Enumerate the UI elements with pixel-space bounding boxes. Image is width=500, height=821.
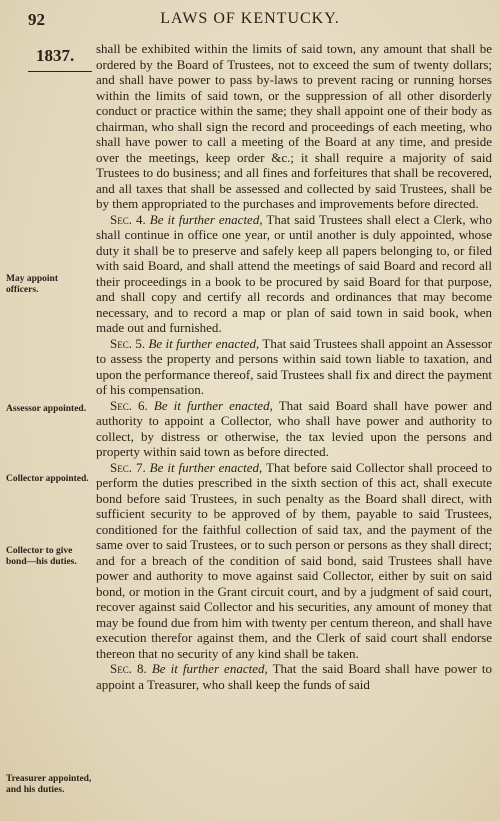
section-6 [96,398,492,460]
sidenote-collector-bond: Collector to give bond—his duties. [6,546,77,567]
section-4 [96,212,492,336]
section-number: Sec. 8. [110,661,147,676]
paragraph-text: That said Trustees shall elect a Clerk, who shall continue in office one year, or until another is duly appointed, whose duty it shall be to preserve and safely keep all papers belonging to, or filed with said Board, and shall attend the meetings of said Board and record all their proceedings in a book to be procured by said Board for that purpose, and shall copy and certify all records and ordinances that may become necessary, and to record a map or plan of said town in said book, when made out and furnished. [96,211,493,335]
enacting-clause: Be it further enacted, [153,397,273,413]
running-head: LAWS OF KENTUCKY. [160,10,340,27]
year-rule [28,71,92,72]
sidenote-treasurer-appointed: Treasurer appointed, and his duties. [6,774,92,795]
section-number: Sec. 5. [110,335,146,351]
paragraph-text: shall be exhibited within the limits of said town, any amount that shall be ordered by the Board of Trustees, not to exceed the sum of twenty dollars; and shall have power to pass by-laws to prevent racing or running horses within the limits of said town, or the suppression of all other disorderly conduct or practice within the same; they shall appoint one of their body as chairman, who shall sign the record and proceedings of each meeting, who shall have power to call a meeting of the Board at any time, and preside over the meetings, keep order &c.; it shall require a majority of said Trustees to do business; and all fines and forfeitures that shall be recovered, and all taxes that shall be assessed and collected by said Trustees, shall be by them appropriated to the purchases and improvements before directed. [96,41,492,211]
section-5 [96,336,492,398]
section-7 [96,460,492,662]
sidenote-may-appoint-officers: May appoint officers. [6,274,58,295]
enacting-clause: Be it further enacted, [149,459,263,475]
paragraph-text: That said Trustees shall appoint an Assessor to assess the property and persons within said town liable to taxation, and upon the performance thereof, said Trustees shall fix and direct the payment of his compensation. [96,335,493,397]
enacting-clause: Be it further enacted, [148,335,260,351]
page-header [0,10,500,32]
paragraph-text: That the said Board shall have power to appoint a Treasurer, who shall keep the funds of said [96,661,493,692]
section-number: Sec. 6. [110,397,148,413]
page-number: 92 [28,10,45,29]
body-text [96,41,492,692]
section-8 [96,661,492,692]
paragraph-text: That before said Collector shall proceed to perform the duties prescribed in the sixth section of this act, shall execute bond before said Trustees, in such penalty as the Board shall direct, with sufficient security to be approved of by them, payable to said Trustees, conditioned for the faithful collection of said tax, and the payment of the same over to said Trustees, or to such person or persons as they shall direct; and for a breach of the condition of said bond, said Trustees shall have power and authority to move against said Collector, either by suit on said bond, or motion in the Grant circuit court, and by a judgment of said court, recover against said Collector and his securities, any amount of money that may be found due from him with twenty per centum thereon, and shall have execution therefor against them, and the Clerk of said court shall endorse thereon that no security of any kind shall be taken. [96,459,492,661]
section-number: Sec. 4. [110,211,146,227]
section-number: Sec. 7. [110,459,146,475]
enacting-clause: Be it further enacted, [151,661,268,676]
sidenote-collector-appointed: Collector appointed. [6,474,89,484]
paragraph-continued [96,41,492,212]
enacting-clause: Be it further enacted, [149,211,263,227]
paragraph-text: That said Board shall have power and authority to appoint a Collector, who shall have power and authority to collect, by distress or otherwise, the tax levied upon the persons and property within said town as before directed. [96,397,493,459]
margin-year: 1837. [36,46,75,65]
sidenote-assessor-appointed: Assessor appointed. [6,404,87,414]
